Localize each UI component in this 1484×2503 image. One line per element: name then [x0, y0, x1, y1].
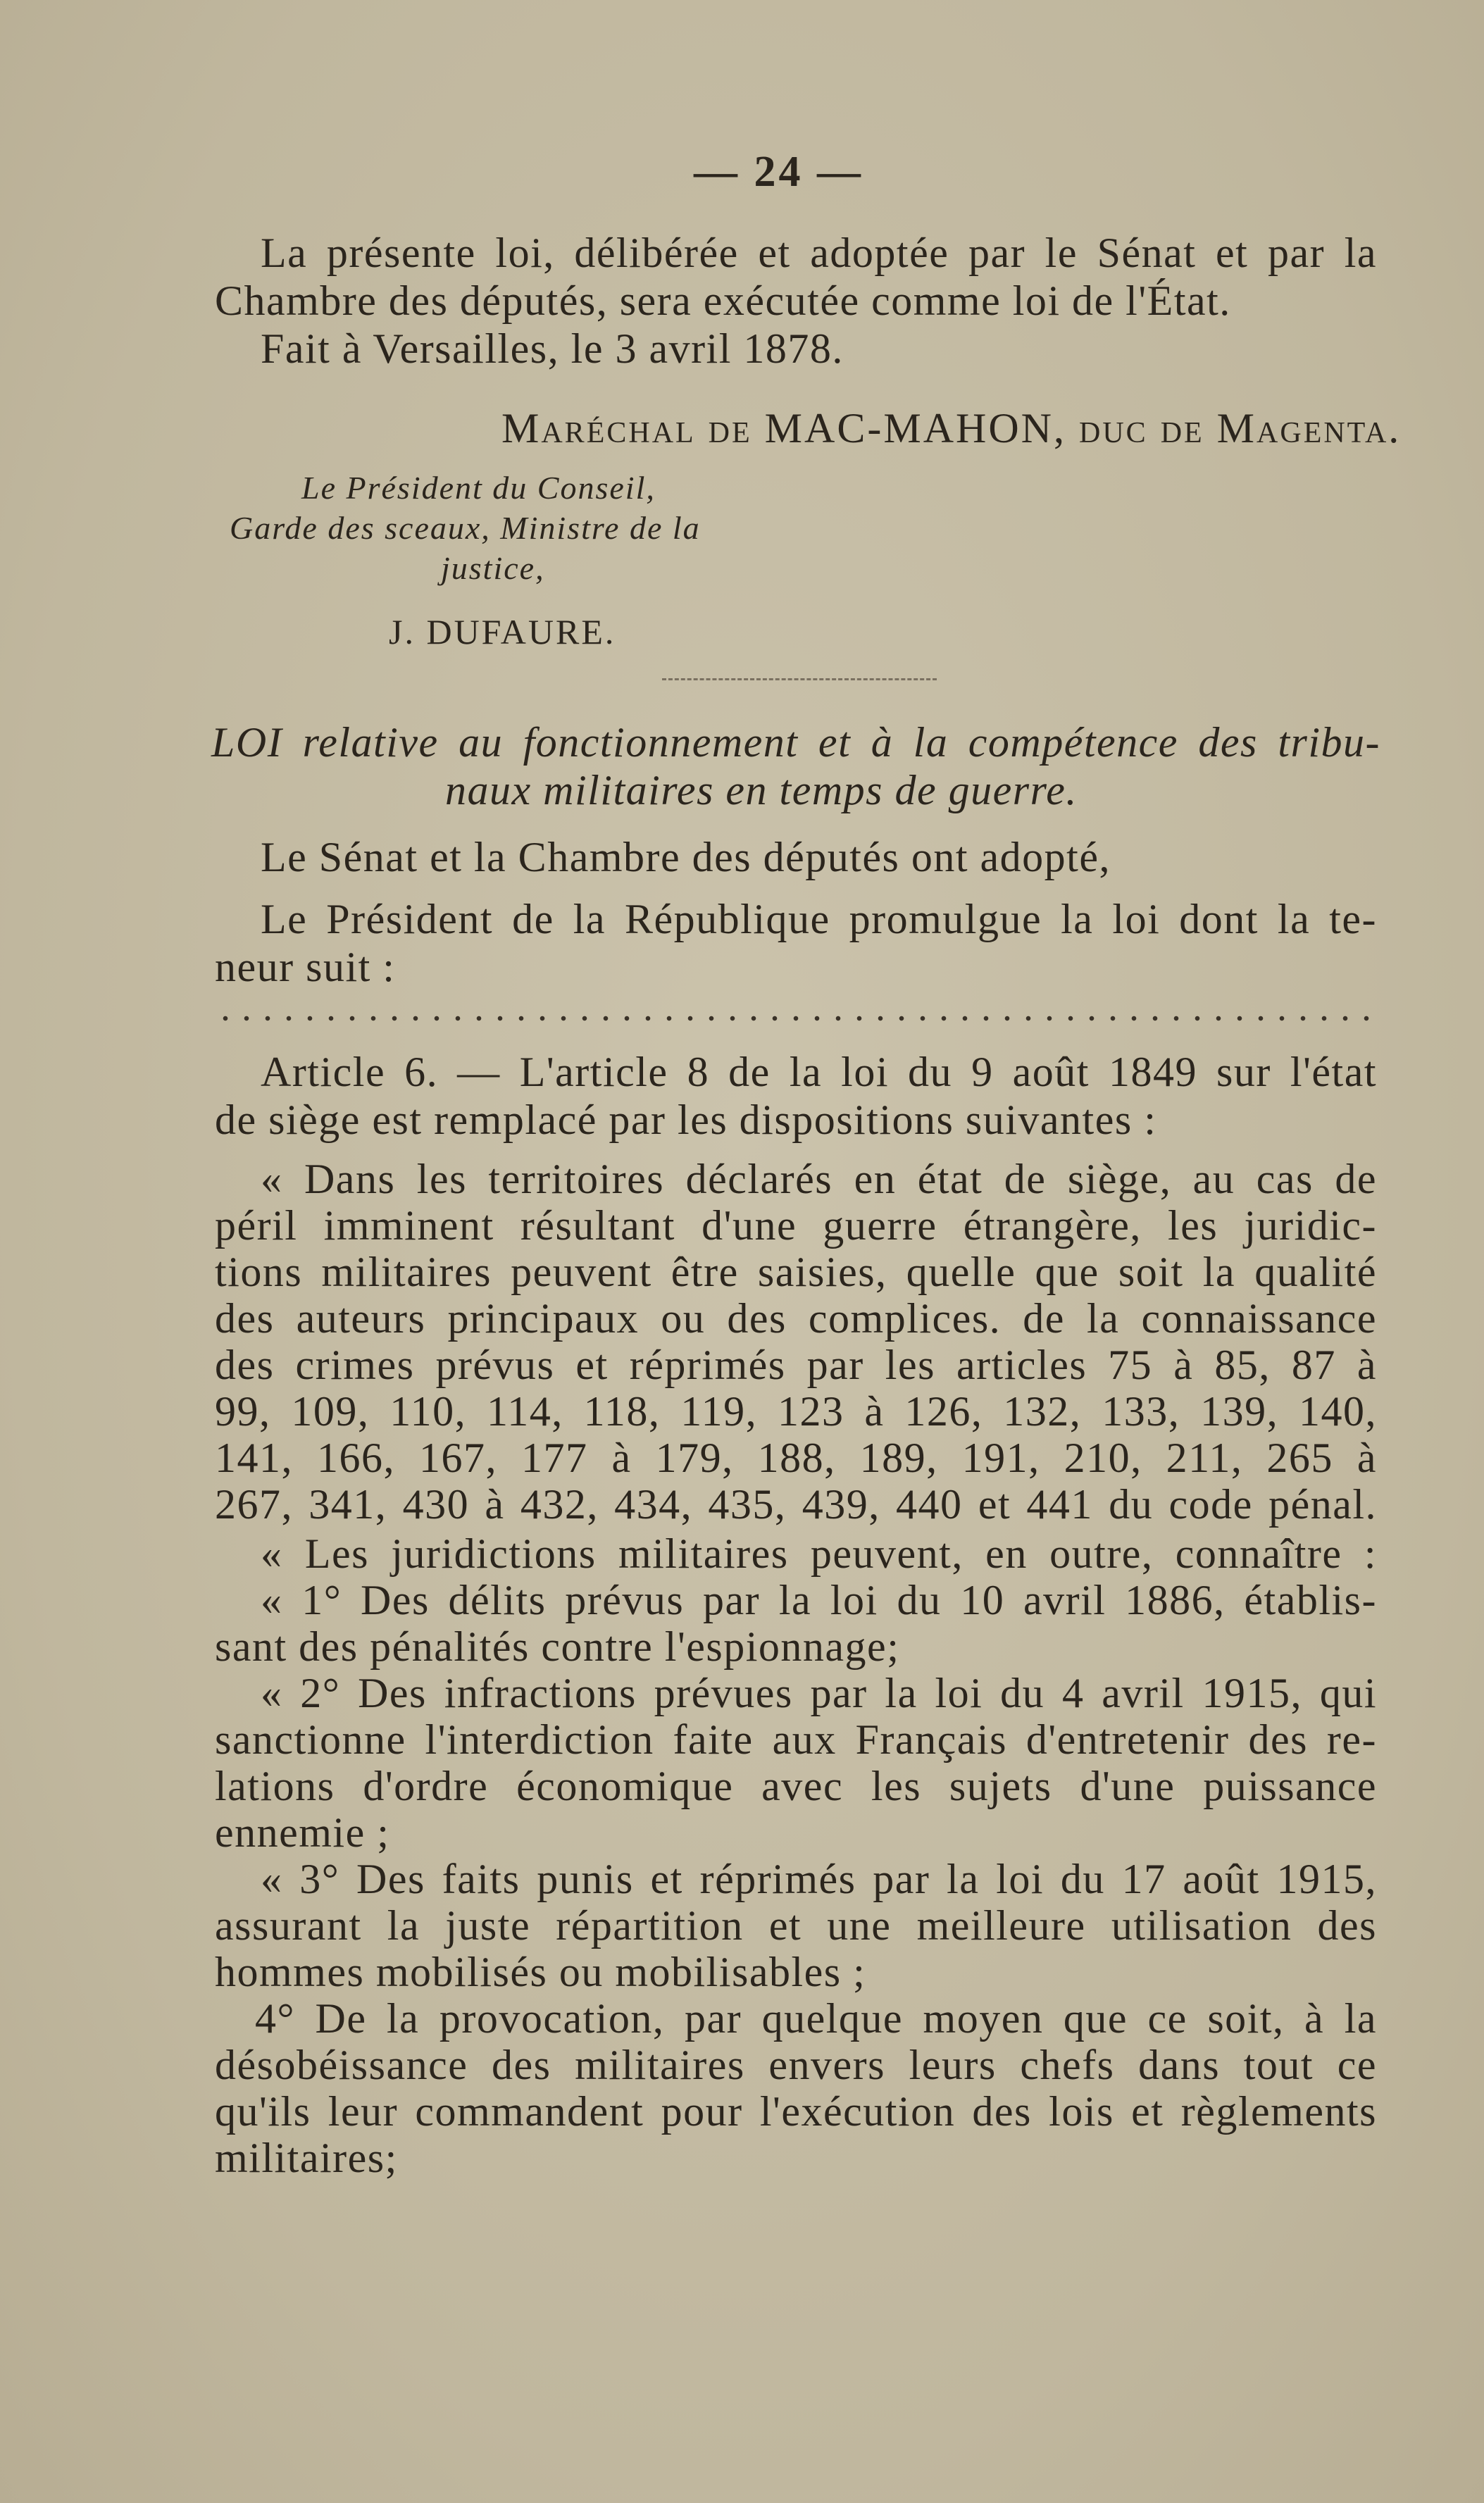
text-line-l31: « 3° Des faits punis et réprimés par la loi du 17 août 1915,: [261, 1856, 1377, 1902]
text-line-l15: de siège est remplacé par les dispositions suivantes :: [215, 1097, 1157, 1143]
text-line-l34: 4° De la provocation, par quelque moyen que ce soit, à la: [255, 1995, 1377, 2042]
text-line-l21: 99, 109, 110, 114, 118, 119, 123 à 126, 132, 133, 139, 140,: [215, 1388, 1377, 1435]
text-line-l28: sanctionne l'interdiction faite aux Français d'entretenir des re-: [215, 1716, 1377, 1763]
text-line-l36: qu'ils leur commandent pour l'exécution des lois et règlements: [215, 2088, 1377, 2135]
text-line-l13: neur suit :: [215, 944, 396, 990]
text-line-l25: « 1° Des délits prévus par la loi du 10 avril 1886, établis-: [261, 1577, 1377, 1623]
text-line-l27: « 2° Des infractions prévues par la loi du 4 avril 1915, qui: [261, 1670, 1377, 1716]
text-line-l16: « Dans les territoires déclarés en état de siège, au cas de: [261, 1156, 1377, 1202]
text-line-l29: lations d'ordre économique avec les sujets d'une puissance: [215, 1763, 1377, 1809]
text-line-l18: tions militaires peuvent être saisies, quelle que soit la qualité: [215, 1249, 1377, 1295]
text-line-l37: militaires;: [215, 2135, 398, 2181]
text-line-l19: des auteurs principaux ou des complices. de la connaissance: [215, 1295, 1377, 1342]
text-line-l4: Maréchal de MAC-MAHON, duc de Magenta.: [501, 405, 1402, 451]
text-line-l20: des crimes prévus et réprimés par les articles 75 à 85, 87 à: [215, 1342, 1377, 1388]
text-line-l17: péril imminent résultant d'une guerre étrangère, les juridic-: [215, 1202, 1377, 1249]
text-line-l12: Le Président de la République promulgue la loi dont la te-: [261, 896, 1377, 942]
text-line-l33: hommes mobilisés ou mobilisables ;: [215, 1949, 866, 1995]
text-line-l30: ennemie ;: [215, 1809, 390, 1856]
text-line-l1: La présente loi, délibérée et adoptée par le Sénat et par la: [261, 230, 1377, 276]
page-number: — 24 —: [694, 148, 863, 196]
text-line-l22: 141, 166, 167, 177 à 179, 188, 189, 191, 210, 211, 265 à: [215, 1435, 1377, 1481]
text-line-l5: Le Président du Conseil,: [301, 470, 656, 506]
text-line-l24: « Les juridictions militaires peuvent, en outre, connaître :: [261, 1530, 1377, 1577]
text-line-l14: Article 6. — L'article 8 de la loi du 9 août 1849 sur l'état: [261, 1049, 1377, 1095]
text-line-l35: désobéissance des militaires envers leurs chefs dans tout ce: [215, 2042, 1377, 2088]
omission-dots: [215, 1014, 1377, 1023]
text-line-l3: Fait à Versailles, le 3 avril 1878.: [261, 325, 844, 372]
text-line-l6: Garde des sceaux, Ministre de la: [230, 510, 701, 546]
text-line-l9: LOI relative au fonctionnement et à la compétence des tribu-: [211, 719, 1380, 766]
text-line-l8: J. DUFAURE.: [389, 612, 616, 651]
section-divider: [662, 678, 937, 680]
text-line-l26: sant des pénalités contre l'espionnage;: [215, 1623, 900, 1670]
text-line-l7: justice,: [441, 550, 545, 586]
text-line-l10: naux militaires en temps de guerre.: [445, 767, 1078, 813]
text-line-l23: 267, 341, 430 à 432, 434, 435, 439, 440 et 441 du code pénal.: [215, 1481, 1377, 1528]
text-line-l32: assurant la juste répartition et une meilleure utilisation des: [215, 1902, 1377, 1949]
text-line-l2: Chambre des députés, sera exécutée comme loi de l'État.: [215, 277, 1231, 324]
text-line-l11: Le Sénat et la Chambre des députés ont adopté,: [261, 834, 1111, 880]
